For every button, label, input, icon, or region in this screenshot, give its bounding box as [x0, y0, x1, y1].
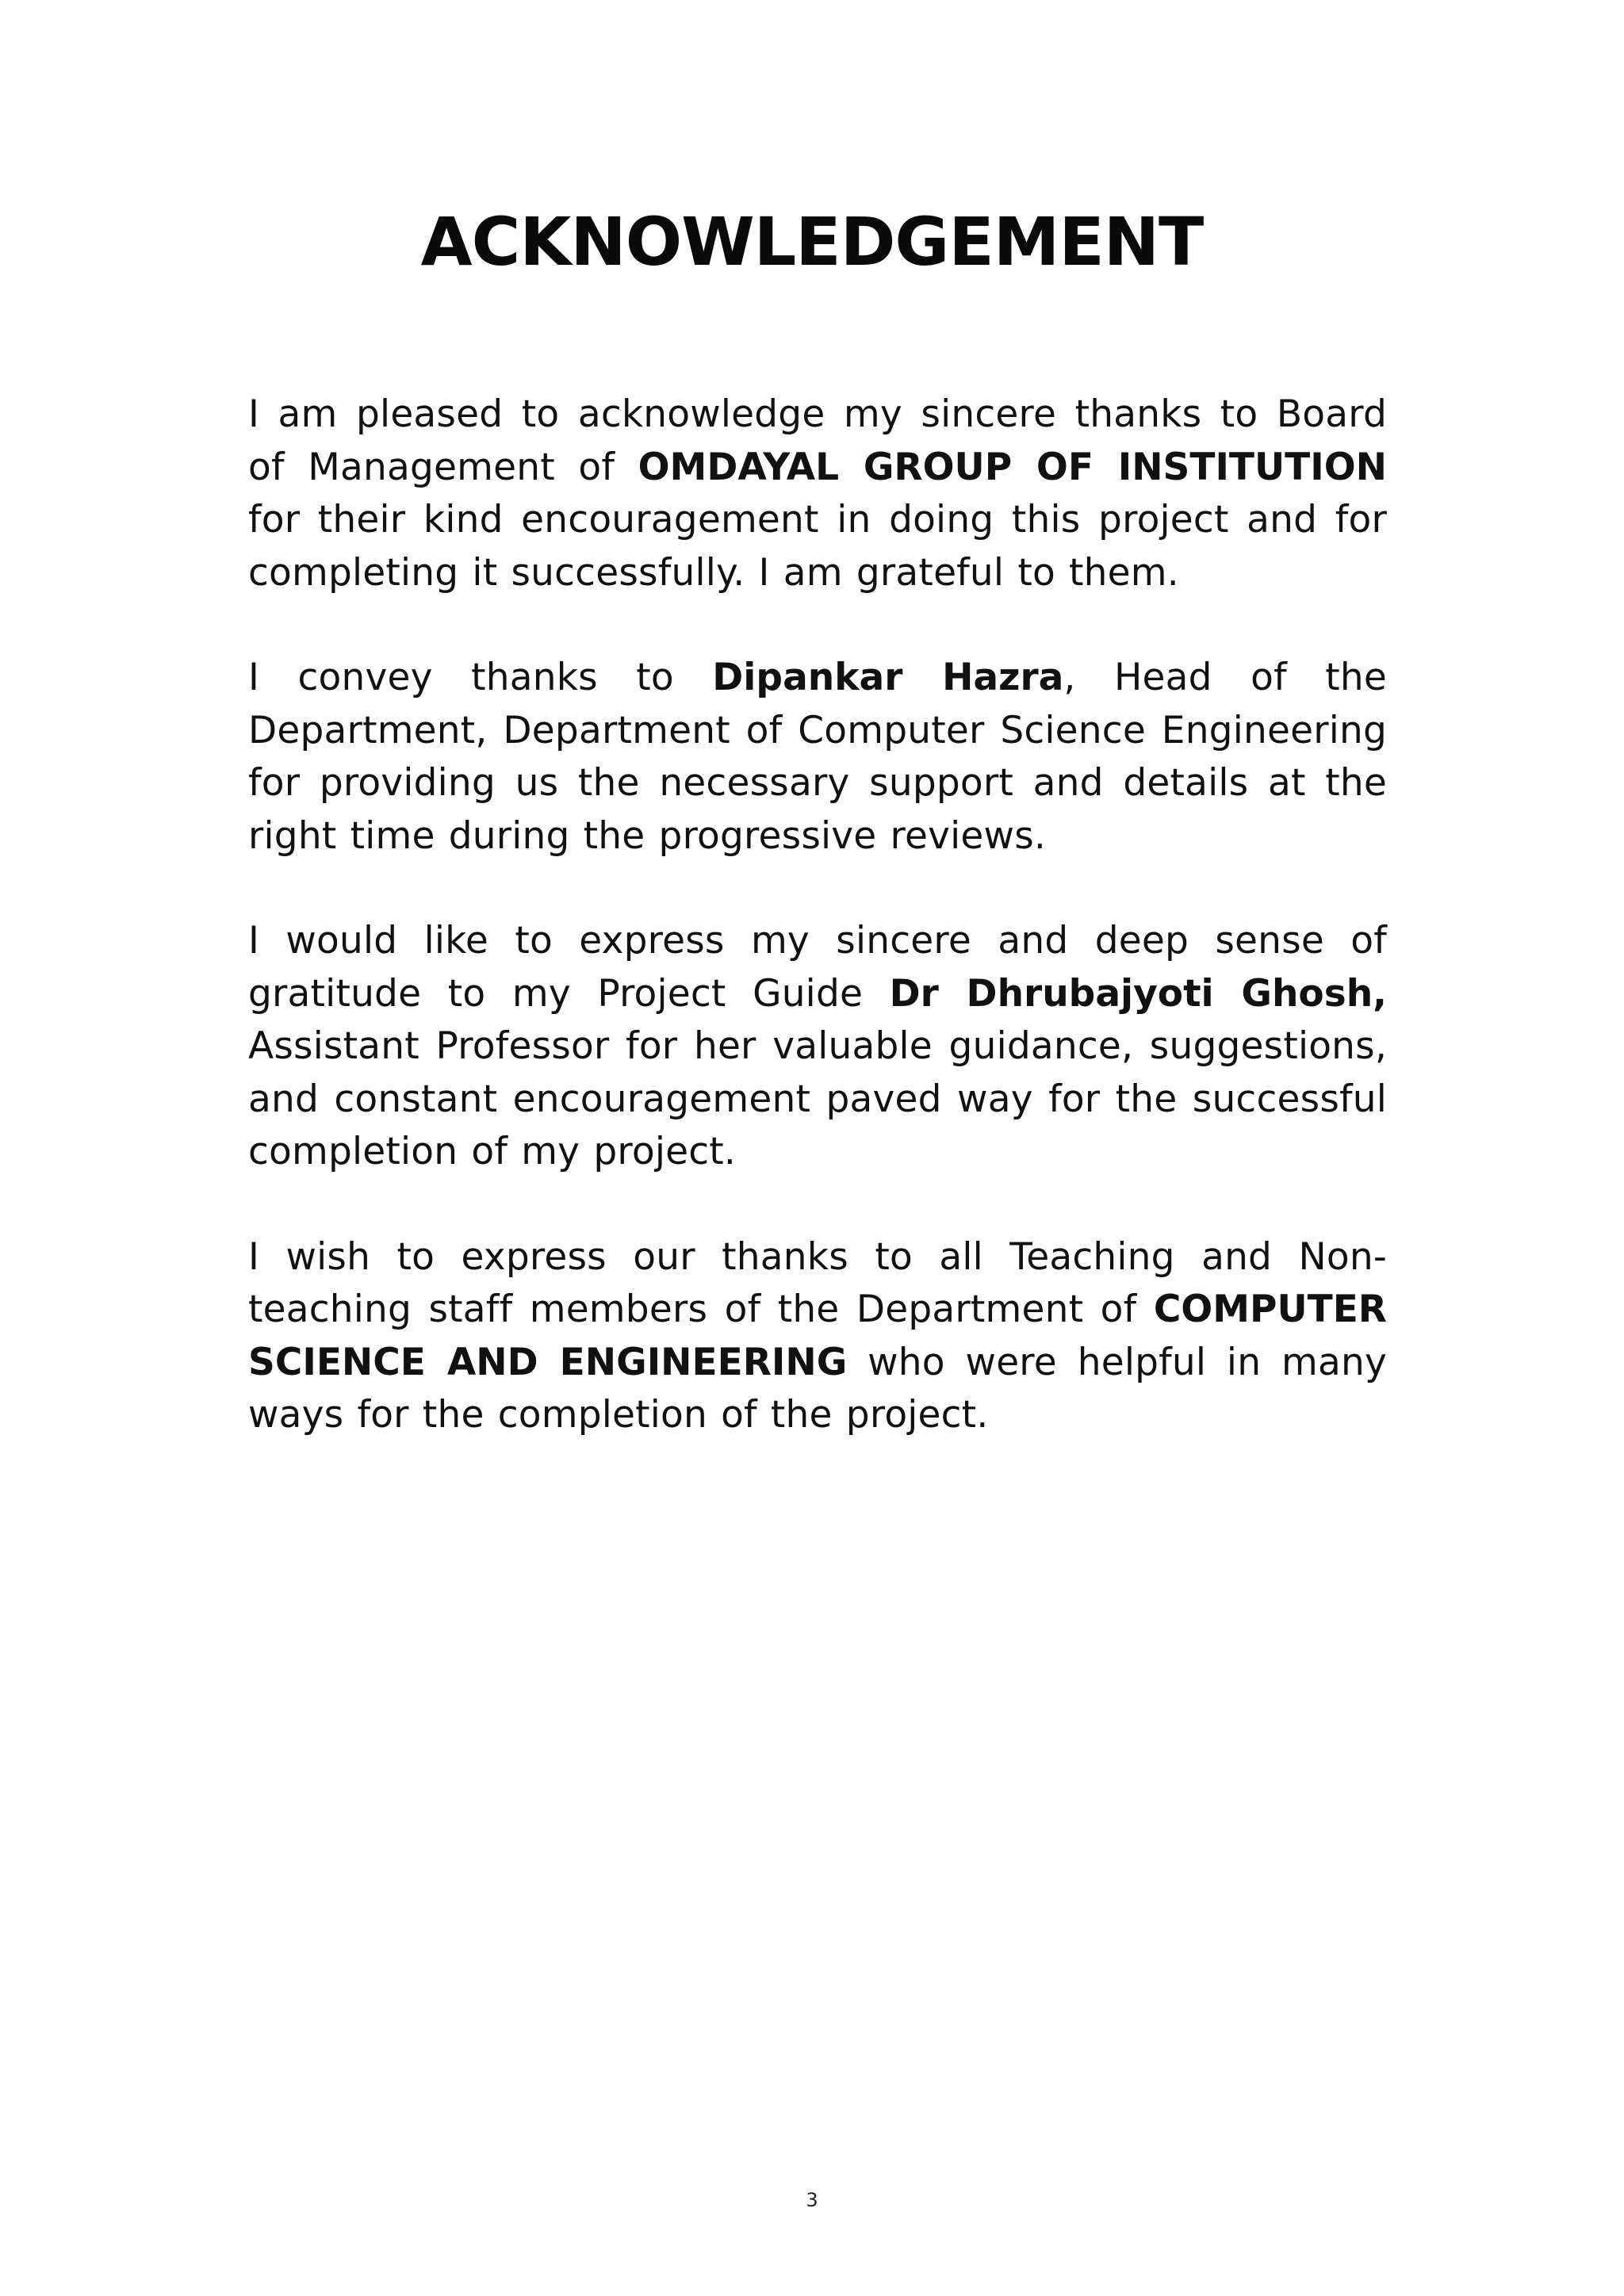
- page-number: 3: [806, 2189, 818, 2211]
- paragraph-text: , Head of the Department, Department of Computer Science Engineering for providing us the necessary support and details at the right time during the progressive reviews.: [248, 656, 1387, 858]
- hod-name: Dipankar Hazra: [712, 656, 1064, 699]
- page-title: ACKNOWLEDGEMENT: [420, 203, 1204, 281]
- paragraph-text: for their kind encouragement in doing this project and for completing it successfully. I am grateful to them.: [248, 498, 1387, 595]
- guide-name: Dr Dhrubajyoti Ghosh,: [889, 971, 1388, 1016]
- paragraph-guide-thanks: [248, 915, 1387, 1179]
- paragraph-text: I am pleased to acknowledge my sincere thanks to Board of Management of: [248, 392, 1387, 489]
- paragraph-text: Assistant Professor for her valuable guidance, suggestions, and constant encouragement paved way for the successful completion of my project.: [248, 1024, 1387, 1173]
- paragraph-text: I convey thanks to: [248, 656, 713, 699]
- paragraph-text: I wish to express our thanks to all Teaching and Non-teaching staff members of the Department of: [248, 1234, 1387, 1331]
- paragraph-hod-thanks: [248, 652, 1387, 863]
- paragraph-text: who were helpful in many ways for the completion of the project.: [248, 1340, 1387, 1437]
- paragraph-text: I would like to express my sincere and deep sense of gratitude to my Project Guide: [248, 919, 1387, 1016]
- institution-name: OMDAYAL GROUP OF INSTITUTION: [638, 445, 1387, 489]
- acknowledgement-body: [248, 388, 1387, 1494]
- paragraph-staff-thanks: [248, 1231, 1387, 1442]
- paragraph-board-thanks: [248, 388, 1387, 599]
- department-name: COMPUTER SCIENCE AND ENGINEERING: [248, 1288, 1387, 1384]
